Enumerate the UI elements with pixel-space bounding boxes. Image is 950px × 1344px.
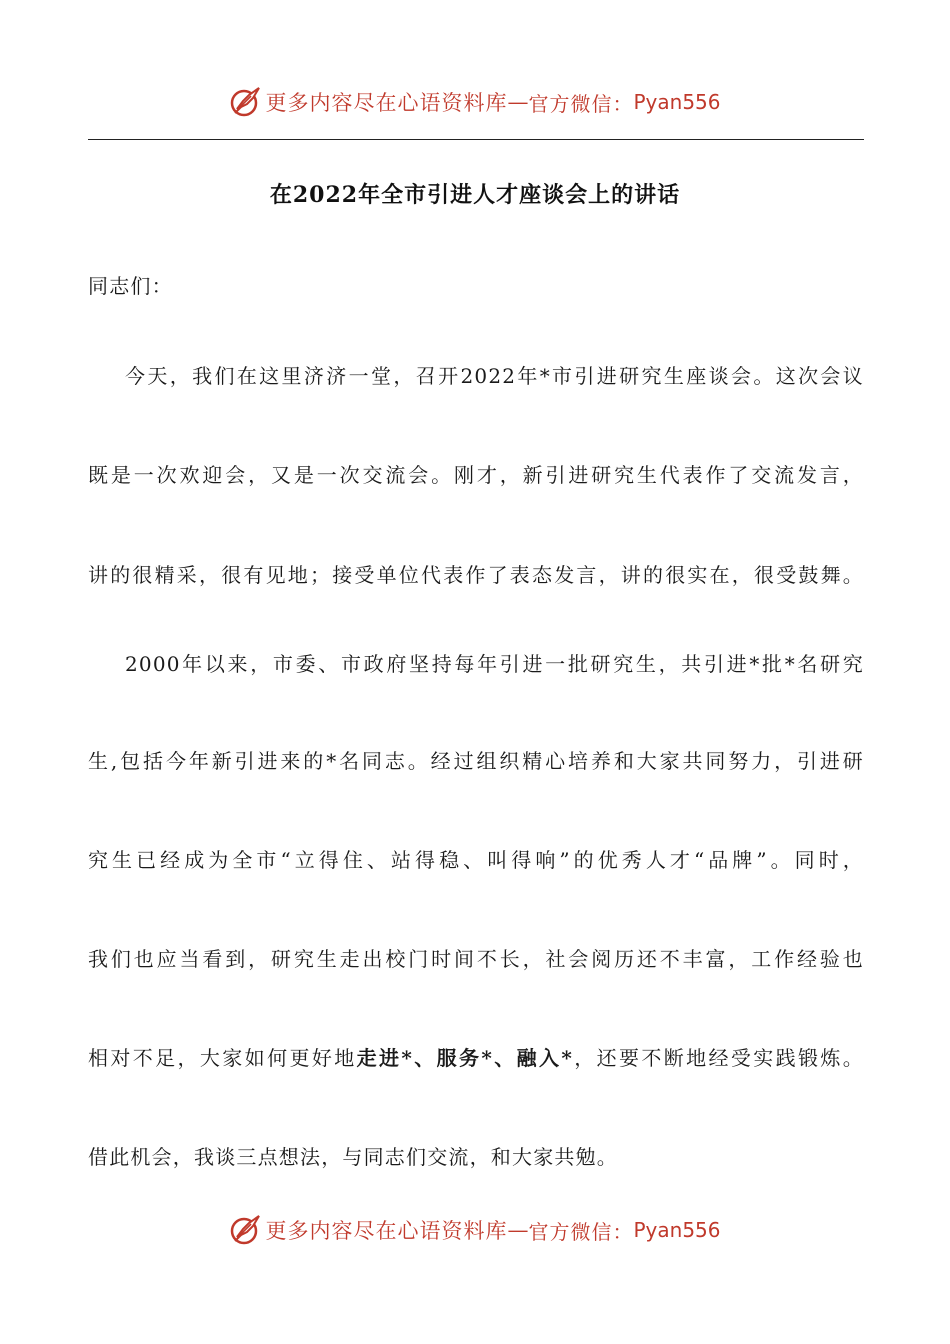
site-name-text: 更多内容尽在心语资料库	[265, 1219, 508, 1243]
footer-banner	[0, 1210, 950, 1250]
quill-logo-icon	[229, 85, 263, 119]
paragraph-line-with-emphasis	[88, 1044, 864, 1072]
wechat-id: Pyan556	[633, 1218, 721, 1242]
paragraph-line: 我们也应当看到，研究生走出校门时间不长，社会阅历还不丰富，工作经验也	[88, 947, 864, 971]
header-divider	[88, 139, 864, 140]
paragraph-line: 生,包括今年新引进来的*名同志。经过组织精心培养和大家共同努力，引进研	[88, 749, 864, 773]
paragraph-line: 既是一次欢迎会，又是一次交流会。刚才，新引进研究生代表作了交流发言，	[88, 463, 864, 487]
banner-separator: —	[507, 90, 529, 114]
paragraph-line: 究生已经成为全市“立得住、站得稳、叫得响”的优秀人才“品牌”。同时，	[88, 848, 864, 872]
paragraph-line: 今天，我们在这里济济一堂，召开2022年*市引进研究生座谈会。这次会议	[125, 364, 864, 388]
document-title: 在2022年全市引进人才座谈会上的讲话	[269, 182, 681, 208]
banner-separator: —	[507, 1218, 529, 1242]
salutation: 同志们：	[88, 274, 173, 298]
quill-logo-icon	[229, 1213, 263, 1247]
line-text-after: ，还要不断地经受实践锻炼。	[573, 1046, 865, 1070]
paragraph-line: 借此机会，我谈三点想法，与同志们交流，和大家共勉。	[88, 1145, 618, 1169]
site-name-text: 更多内容尽在心语资料库	[265, 91, 508, 115]
paragraph-line: 2000年以来，市委、市政府坚持每年引进一批研究生，共引进*批*名研究	[125, 652, 864, 676]
paragraph-line: 讲的很精采，很有见地；接受单位代表作了表态发言，讲的很实在，很受鼓舞。	[88, 563, 864, 587]
wechat-label: 官方微信：	[528, 1219, 634, 1244]
wechat-id: Pyan556	[633, 90, 721, 114]
line-text-before: 相对不足，大家如何更好地	[88, 1046, 357, 1070]
emphasis-text: 走进*、服务*、融入*	[356, 1046, 574, 1070]
wechat-label: 官方微信：	[528, 91, 634, 116]
header-banner	[0, 82, 950, 122]
